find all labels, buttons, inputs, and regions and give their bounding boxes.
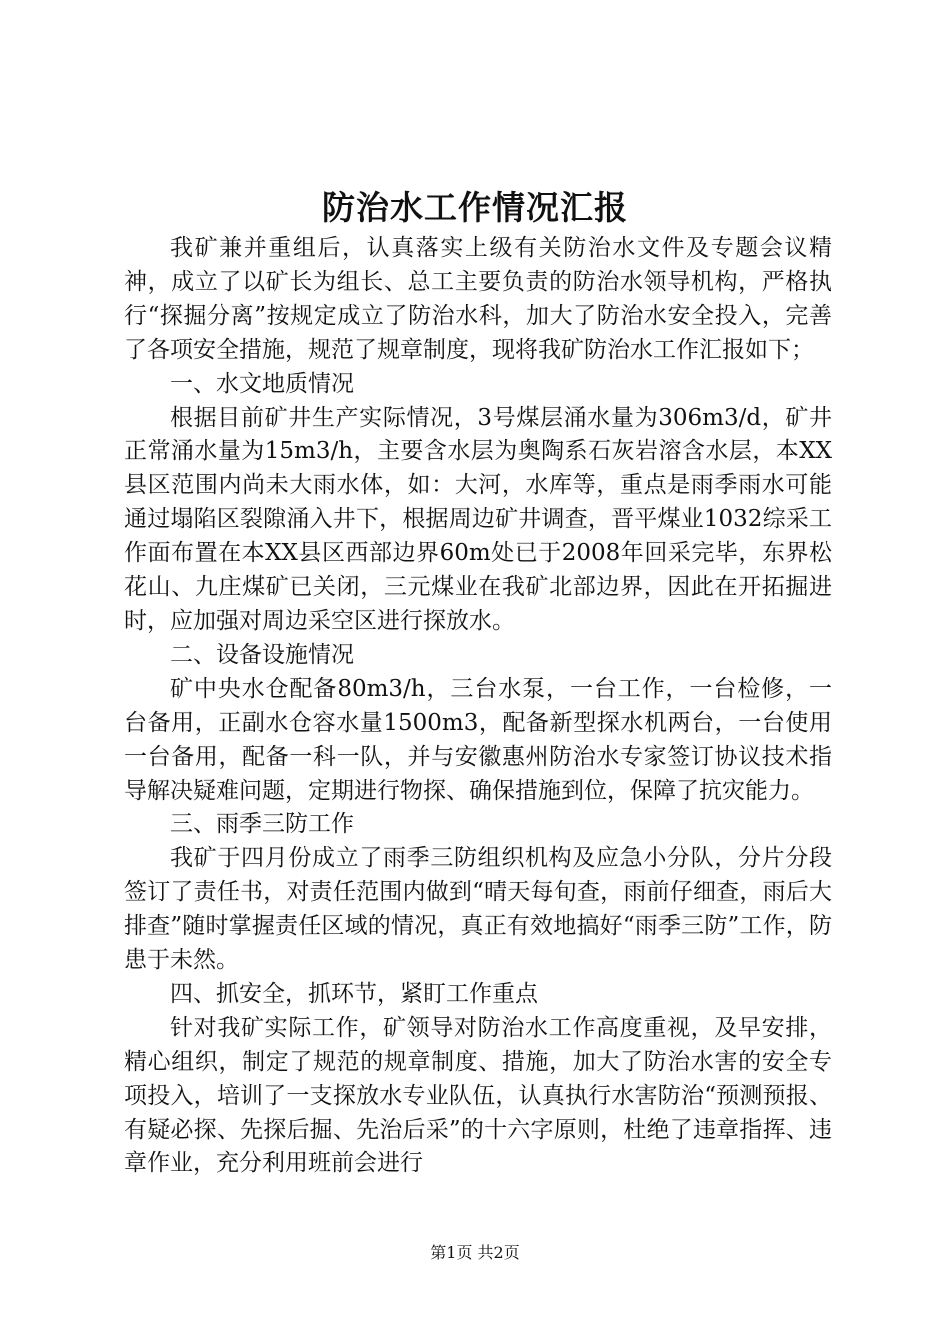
section-heading-rainy-season: 三、雨季三防工作 bbox=[170, 811, 354, 838]
equipment-paragraph: 矿中央水仓配备80m3/h，三台水泵，一台工作，一台检修，一台备用，正副水仓容水量1500m3，配备新型探水机两台，一台使用一台备用，配备一科一队，并与安徽惠州防治水专家签订协议技术指导解决疑难问题，定期进行物探、确保措施到位，保障了抗灾能力。 bbox=[124, 675, 832, 804]
section-heading-equipment: 二、设备设施情况 bbox=[170, 641, 354, 668]
document-body bbox=[124, 232, 832, 1181]
section-heading-safety: 四、抓安全，抓环节，紧盯工作重点 bbox=[170, 980, 538, 1007]
document-title: 防治水工作情况汇报 bbox=[322, 188, 628, 227]
section-heading-hydrogeology: 一、水文地质情况 bbox=[170, 370, 354, 397]
rainy-season-paragraph: 我矿于四月份成立了雨季三防组织机构及应急小分队，分片分段签订了责任书，对责任范围内做到“晴天每旬查，雨前仔细查，雨后大排查”随时掌握责任区域的情况，真正有效地搞好“雨季三防”工作，防患于未然。 bbox=[124, 845, 832, 974]
intro-paragraph: 我矿兼并重组后，认真落实上级有关防治水文件及专题会议精神，成立了以矿长为组长、总工主要负责的防治水领导机构，严格执行“探掘分离”按规定成立了防治水科，加大了防治水安全投入，完善了各项安全措施，规范了规章制度，现将我矿防治水工作汇报如下； bbox=[124, 235, 832, 363]
page-footer: 第1页 共2页 bbox=[430, 1243, 520, 1262]
hydrogeology-paragraph: 根据目前矿井生产实际情况，3号煤层涌水量为306m3/d，矿井正常涌水量为15m3/h，主要含水层为奥陶系石灰岩溶含水层，本XX县区范围内尚未大雨水体，如：大河，水库等，重点是雨季雨水可能通过塌陷区裂隙涌入井下，根据周边矿井调查，晋平煤业1032综采工作面布置在本XX县区西部边界60m处已于2008年回采完毕，东界松花山、九庄煤矿已关闭，三元煤业在我矿北部边界，因此在开拓掘进时，应加强对周边采空区进行探放水。 bbox=[124, 404, 832, 634]
safety-paragraph: 针对我矿实际工作，矿领导对防治水工作高度重视，及早安排，精心组织，制定了规范的规章制度、措施，加大了防治水害的安全专项投入，培训了一支探放水专业队伍，认真执行水害防治“预测预报、有疑必探、先探后掘、先治后采”的十六字原则，杜绝了违章指挥、违章作业，充分利用班前会进行 bbox=[124, 1014, 832, 1177]
